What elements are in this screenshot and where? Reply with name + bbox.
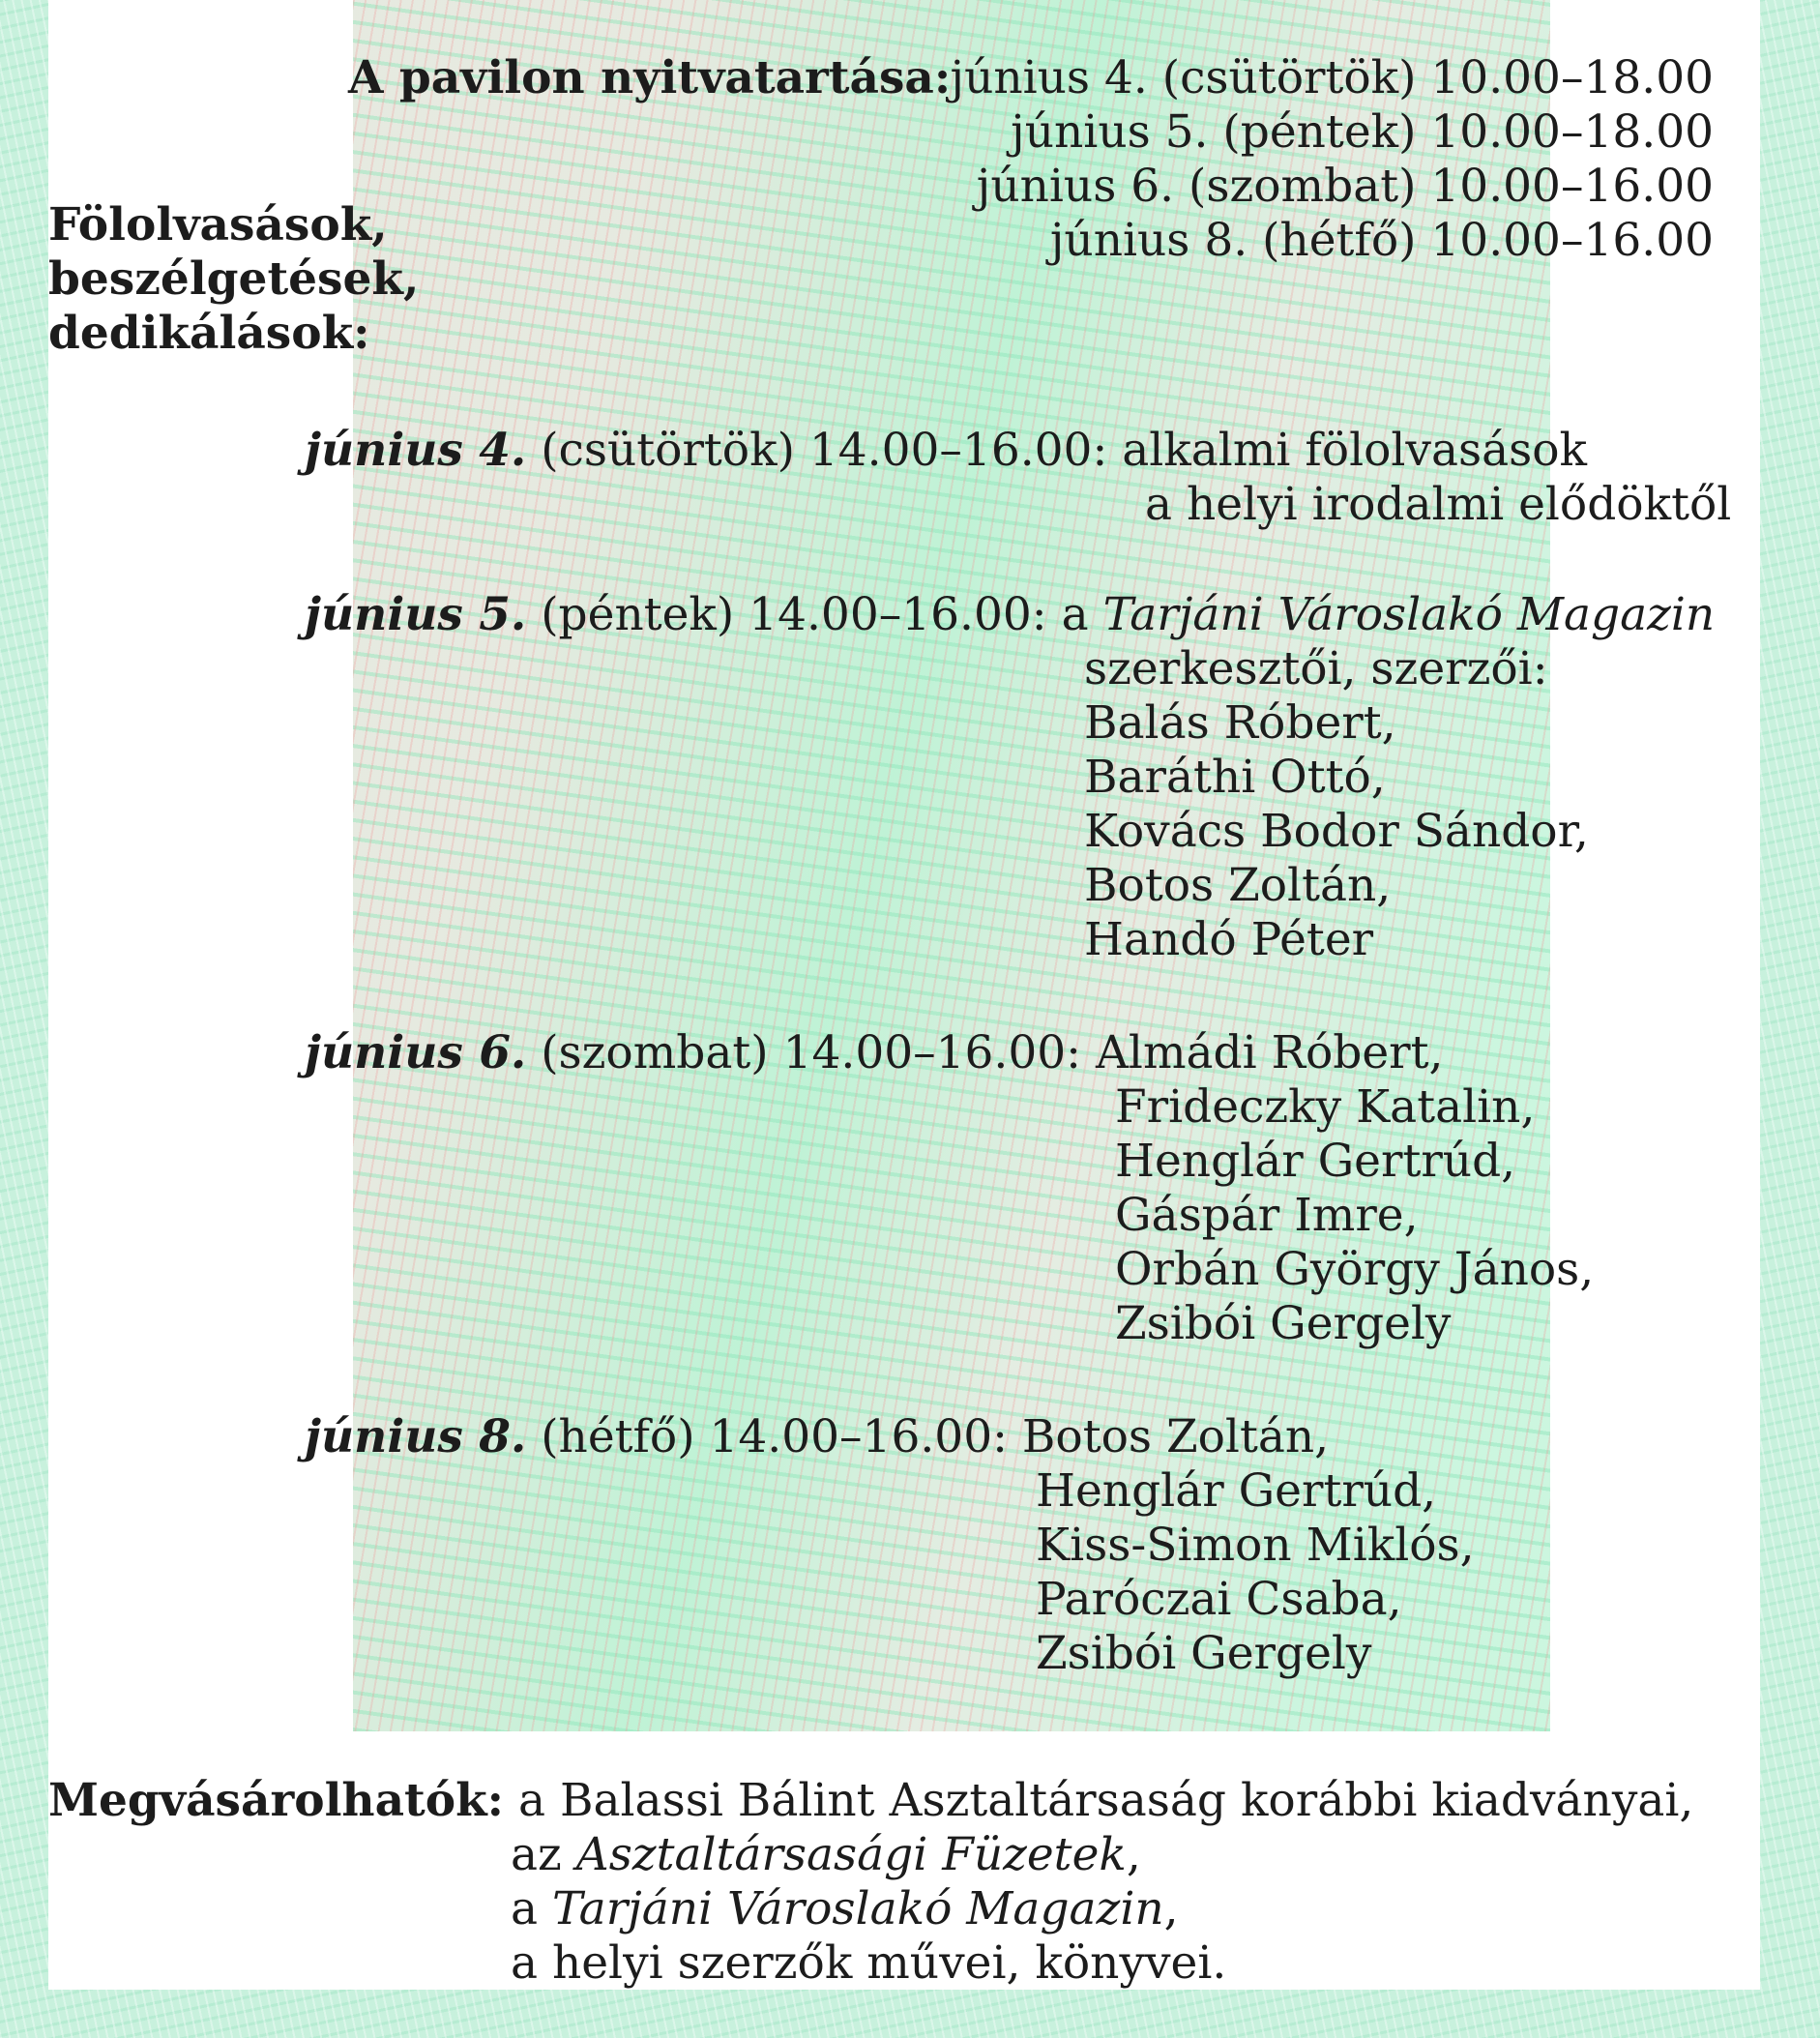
purchase-line-prefix: a (511, 1882, 539, 1935)
readings-label-line: Fölolvasások, (48, 198, 388, 251)
event-date: június 4. (305, 424, 527, 477)
purchase-label: Megvásárolhatók: (48, 1774, 505, 1827)
purchase-line-suffix: , (1126, 1828, 1141, 1881)
event-jun5-heading (305, 588, 1715, 642)
event-line: Henglár Gertrúd, (1115, 1135, 1516, 1188)
purchase-line-suffix: , (1163, 1882, 1179, 1935)
event-line: szerkesztői, szerzői: (1084, 642, 1548, 695)
purchase-line-prefix: az (511, 1828, 562, 1881)
event-line: Henglár Gertrúd, (1036, 1464, 1437, 1518)
event-line: Baráthi Ottó, (1084, 751, 1386, 804)
event-schedule: (péntek) 14.00–16.00: (541, 588, 1047, 641)
event-schedule: (csütörtök) 14.00–16.00: (541, 424, 1108, 477)
event-line: Zsibói Gergely (1115, 1297, 1452, 1350)
opening-hours-line: június 8. (hétfő) 10.00–16.00 (1049, 214, 1714, 267)
event-schedule: (hétfő) 14.00–16.00: (541, 1410, 1008, 1463)
event-schedule: (szombat) 14.00–16.00: (541, 1026, 1082, 1079)
purchase-line: a helyi szerzők művei, könyvei. (511, 1936, 1227, 1990)
opening-hours-line: június 5. (péntek) 10.00–18.00 (1011, 105, 1714, 159)
event-jun6-heading (305, 1026, 1443, 1080)
event-line: Orbán György János, (1115, 1243, 1595, 1296)
event-lead: Botos Zoltán, (1021, 1410, 1330, 1463)
purchase-line (511, 1882, 1179, 1936)
event-lead: alkalmi fölolvasások (1122, 424, 1588, 477)
event-line: Kiss-Simon Miklós, (1036, 1519, 1475, 1572)
event-line: Paróczai Csaba, (1036, 1573, 1402, 1626)
booklet-title: Asztaltársasági Füzetek (575, 1828, 1127, 1881)
event-date: június 6. (305, 1026, 527, 1079)
opening-hours-label: A pavilon nyitvatartása: (348, 51, 952, 104)
event-line: Botos Zoltán, (1084, 859, 1392, 912)
event-date: június 8. (305, 1410, 527, 1463)
readings-label-line: dedikálások: (48, 307, 370, 360)
purchase-first-line (48, 1774, 1693, 1828)
purchase-line: a Balassi Bálint Asztaltársaság korábbi kiadványai, (518, 1774, 1694, 1827)
event-jun4-heading (305, 424, 1587, 478)
event-lead: a (1061, 588, 1089, 641)
event-line: Handó Péter (1084, 913, 1374, 966)
magazine-title: Tarjáni Városlakó Magazin (551, 1882, 1164, 1935)
event-line: Balás Róbert, (1084, 696, 1396, 750)
opening-hours-line: június 6. (szombat) 10.00–16.00 (976, 160, 1714, 213)
readings-label-line: beszélgetések, (48, 252, 420, 306)
event-line: a helyi irodalmi elődöktől (1145, 478, 1732, 531)
page-sheet (48, 0, 1760, 1990)
event-line: Zsibói Gergely (1036, 1627, 1372, 1680)
opening-hours-line: június 4. (csütörtök) 10.00–18.00 (950, 51, 1714, 104)
event-lead: Almádi Róbert, (1095, 1026, 1444, 1079)
purchase-line (511, 1828, 1141, 1882)
event-line: Gáspár Imre, (1115, 1189, 1419, 1242)
event-line: Frideczky Katalin, (1115, 1080, 1536, 1134)
magazine-title: Tarjáni Városlakó Magazin (1102, 588, 1716, 641)
event-jun8-heading (305, 1410, 1329, 1464)
event-line: Kovács Bodor Sándor, (1084, 805, 1589, 858)
event-date: június 5. (305, 588, 527, 641)
